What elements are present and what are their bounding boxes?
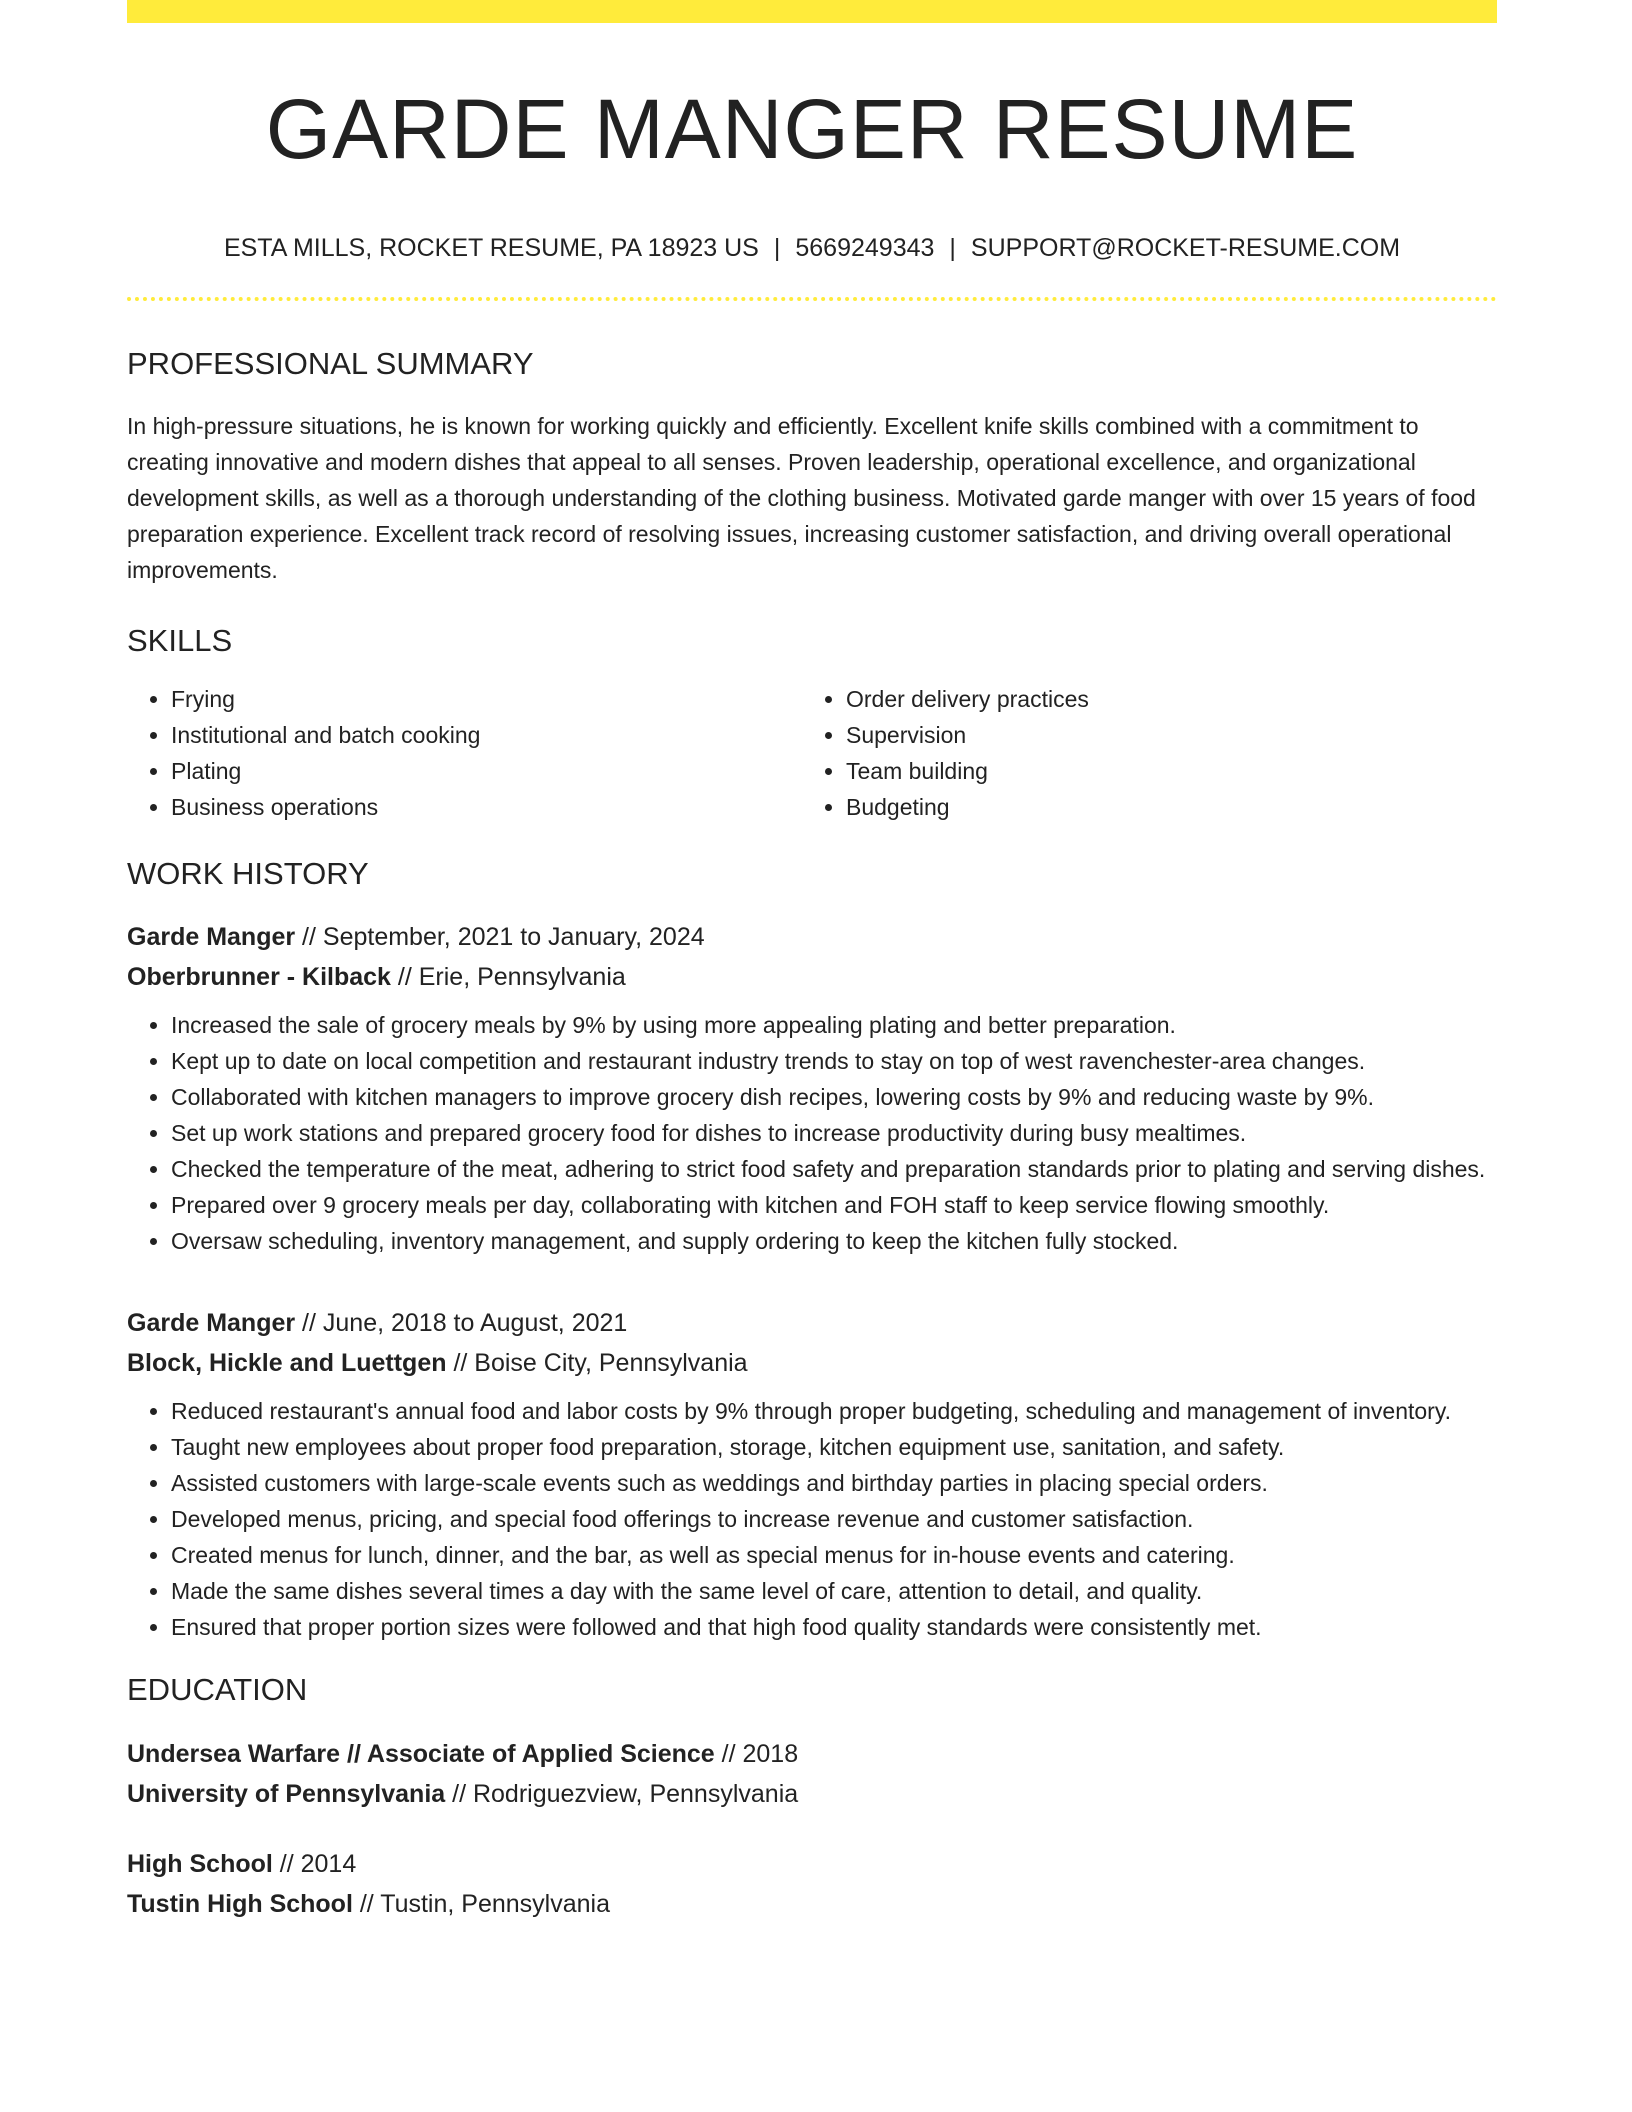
work-history-heading: WORK HISTORY	[127, 855, 369, 891]
job-bullets	[127, 1393, 1497, 1645]
skill-item: • Plating	[171, 753, 802, 789]
summary-heading: PROFESSIONAL SUMMARY	[127, 346, 534, 382]
job-bullet: • Ensured that proper portion sizes were followed and that high food quality standards were consistently met.	[171, 1609, 1497, 1645]
skills-list-left	[127, 681, 802, 825]
job-dates: // June, 2018 to August, 2021	[295, 1308, 628, 1337]
education-degree: High School	[127, 1850, 273, 1879]
education-entry	[127, 1844, 1497, 1924]
resume-page	[127, 0, 1497, 1924]
skill-item: • Business operations	[171, 789, 802, 825]
education-year: // 2014	[272, 1850, 357, 1879]
education-school: Tustin High School	[127, 1890, 353, 1919]
job-bullet: • Prepared over 9 grocery meals per day, collaborating with kitchen and FOH staff to keep service flowing smoothly.	[171, 1187, 1497, 1223]
job-company: Oberbrunner - Kilback	[127, 962, 391, 991]
education-location: // Rodriguezview, Pennsylvania	[445, 1780, 799, 1809]
education-year: // 2018	[714, 1740, 799, 1769]
education-degree-line	[127, 1844, 1497, 1884]
education-location: // Tustin, Pennsylvania	[352, 1890, 610, 1919]
dotted-divider	[127, 297, 1497, 301]
job-bullet: • Created menus for lunch, dinner, and the bar, as well as special menus for in-house events and catering.	[171, 1537, 1497, 1573]
job-bullet: • Oversaw scheduling, inventory management, and supply ordering to keep the kitchen fully stocked.	[171, 1223, 1497, 1259]
job-bullet: • Increased the sale of grocery meals by 9% by using more appealing plating and better preparation.	[171, 1007, 1497, 1043]
accent-top-bar	[127, 0, 1497, 23]
job-entry	[127, 1303, 1497, 1645]
skill-item: • Frying	[171, 681, 802, 717]
skill-item: • Supervision	[846, 717, 1477, 753]
skills-grid	[127, 681, 1497, 825]
job-company: Block, Hickle and Luettgen	[127, 1348, 447, 1377]
education-school: University of Pennsylvania	[127, 1780, 446, 1809]
contact-separator: |	[773, 234, 781, 263]
summary-text: In high-pressure situations, he is known for working quickly and efficiently. Excellent knife skills combined with a commitment to creating innovative and modern dishes that appeal to all senses. Proven leadership, operational excellence, and organizational development skills, as well as a thorough understanding of the clothing business. Motivated garde manger with over 15 years of food preparation experience. Excellent track record of resolving issues, increasing customer satisfaction, and driving overall operational improvements.	[127, 412, 1476, 583]
contact-separator: |	[949, 234, 956, 263]
education-degree: Undersea Warfare // Associate of Applied Science	[127, 1740, 715, 1769]
job-company-line	[127, 957, 1497, 997]
job-bullet: • Developed menus, pricing, and special food offerings to increase revenue and customer satisfaction.	[171, 1501, 1497, 1537]
education-entry	[127, 1734, 1497, 1814]
education-school-line	[127, 1884, 1497, 1924]
contact-line	[127, 233, 1497, 263]
skill-item: • Budgeting	[846, 789, 1477, 825]
skill-item: • Institutional and batch cooking	[171, 717, 802, 753]
skill-item: • Order delivery practices	[846, 681, 1477, 717]
education-heading: EDUCATION	[127, 1671, 308, 1707]
contact-email: SUPPORT@ROCKET-RESUME.COM	[970, 234, 1401, 263]
contact-phone: 5669249343	[795, 234, 935, 263]
job-bullet: • Collaborated with kitchen managers to improve grocery dish recipes, lowering costs by 9% and reducing waste by 9%.	[171, 1079, 1497, 1115]
education-degree-line	[127, 1734, 1497, 1774]
job-bullet: • Set up work stations and prepared grocery food for dishes to increase productivity during busy mealtimes.	[171, 1115, 1497, 1151]
job-entry	[127, 917, 1497, 1259]
skills-list-right	[802, 681, 1477, 825]
job-title: Garde Manger	[127, 922, 296, 951]
job-company-line	[127, 1343, 1497, 1383]
job-bullet: • Made the same dishes several times a day with the same level of care, attention to detail, and quality.	[171, 1573, 1497, 1609]
education-school-line	[127, 1774, 1497, 1814]
job-dates: // September, 2021 to January, 2024	[295, 922, 705, 951]
contact-address: ESTA MILLS, ROCKET RESUME, PA 18923 US	[223, 234, 759, 263]
skills-heading: SKILLS	[127, 622, 233, 658]
job-title: Garde Manger	[127, 1308, 296, 1337]
job-location: // Boise City, Pennsylvania	[446, 1348, 748, 1377]
job-bullet: • Reduced restaurant's annual food and labor costs by 9% through proper budgeting, scheduling and management of inventory.	[171, 1393, 1497, 1429]
job-bullet: • Checked the temperature of the meat, adhering to strict food safety and preparation standards prior to plating and serving dishes.	[171, 1151, 1497, 1187]
job-title-line	[127, 917, 1497, 957]
job-location: // Erie, Pennsylvania	[390, 962, 626, 991]
job-bullet: • Assisted customers with large-scale events such as weddings and birthday parties in placing special orders.	[171, 1465, 1497, 1501]
resume-title: GARDE MANGER RESUME	[265, 82, 1359, 176]
skill-item: • Team building	[846, 753, 1477, 789]
job-bullets	[127, 1007, 1497, 1259]
job-bullet: • Kept up to date on local competition and restaurant industry trends to stay on top of west ravenchester-area changes.	[171, 1043, 1497, 1079]
job-title-line	[127, 1303, 1497, 1343]
job-bullet: • Taught new employees about proper food preparation, storage, kitchen equipment use, sanitation, and safety.	[171, 1429, 1497, 1465]
